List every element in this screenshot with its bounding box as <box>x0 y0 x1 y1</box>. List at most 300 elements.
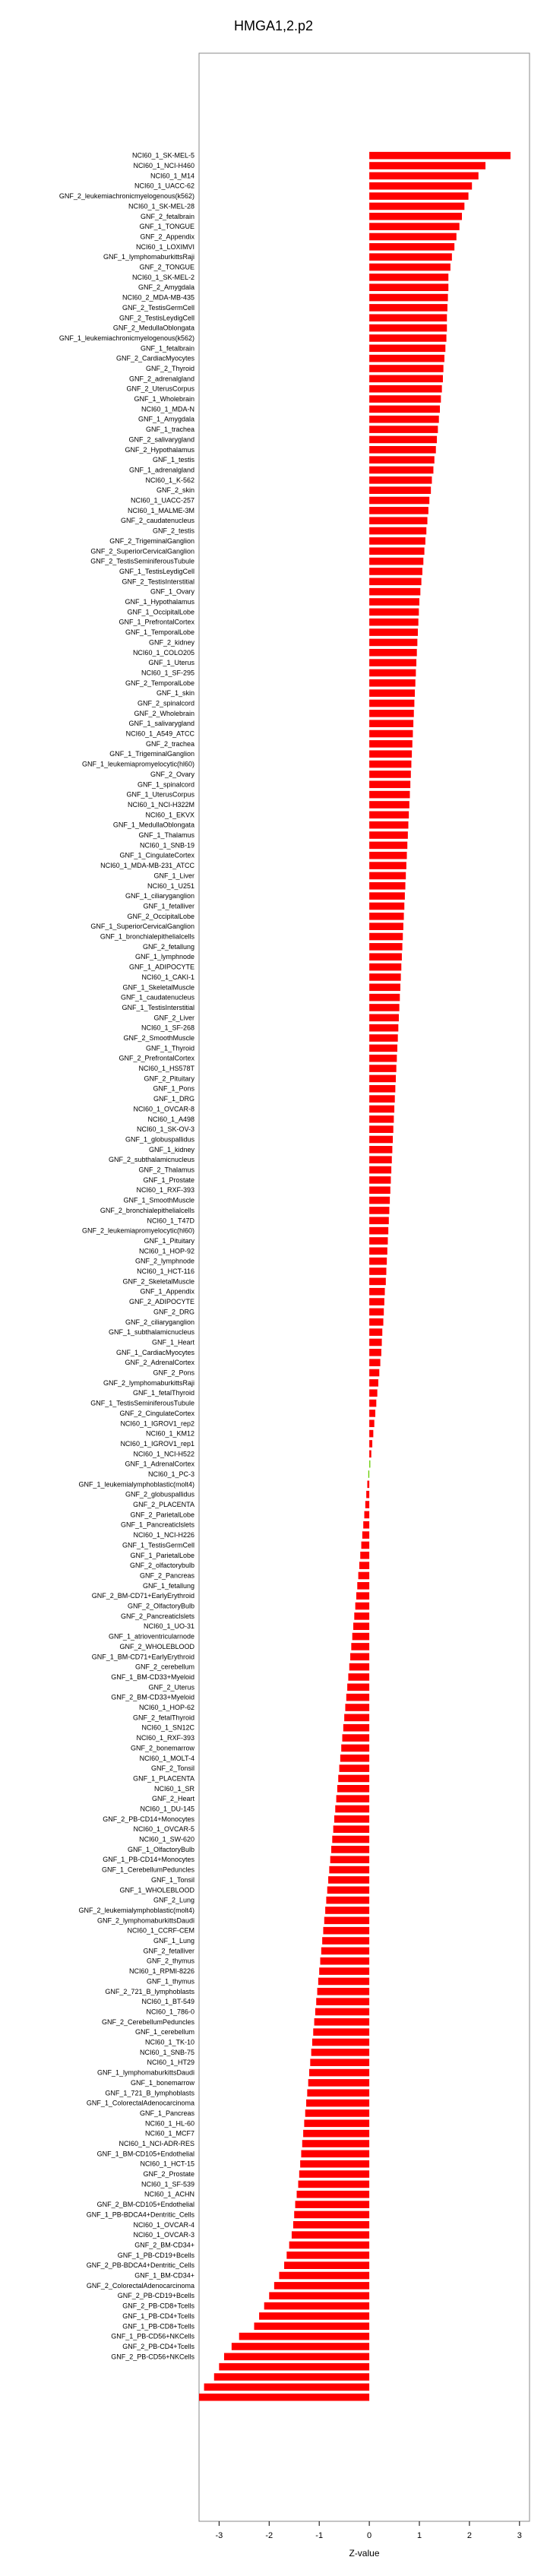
bar <box>369 862 406 869</box>
category-label: NCI60_1_MALME-3M <box>127 506 194 514</box>
category-label: GNF_2_PB-CD56+NKCells <box>111 2353 194 2361</box>
bars-layer <box>199 152 511 2401</box>
bar <box>349 1663 369 1671</box>
category-label: GNF_1_BM-CD34+ <box>134 2271 194 2280</box>
category-label: GNF_1_Hypothalamus <box>125 598 194 606</box>
category-label: NCI60_1_EKVX <box>145 811 194 819</box>
bar <box>345 1704 369 1711</box>
category-label: GNF_1_skin <box>156 689 194 698</box>
bar <box>334 1825 369 1833</box>
category-label: GNF_1_Lung <box>153 1937 194 1945</box>
bar <box>224 2353 369 2361</box>
category-label: GNF_2_caudatenucleus <box>120 517 194 525</box>
category-label: GNF_2_kidney <box>148 638 194 647</box>
bar <box>344 1714 369 1722</box>
category-label: GNF_1_TestisSeminiferousTubule <box>90 1399 194 1407</box>
category-label: NCI60_1_HS578T <box>138 1065 194 1073</box>
category-label: NCI60_1_CAKI-1 <box>141 973 194 981</box>
category-label: GNF_2_olfactorybulb <box>129 1562 194 1570</box>
category-label: GNF_1_trachea <box>145 426 194 434</box>
bar <box>332 1836 369 1843</box>
category-label: GNF_2_PB-CD4+Tcells <box>122 2342 194 2350</box>
category-label: NCI60_1_HOP-62 <box>138 1704 194 1712</box>
bar <box>353 1622 369 1630</box>
category-label: GNF_2_SkeletalMuscle <box>122 1277 194 1286</box>
category-label: GNF_1_lymphomaburkittsRaji <box>103 253 194 261</box>
bar <box>369 659 416 666</box>
bar <box>369 740 413 748</box>
bar <box>369 903 404 910</box>
bar <box>346 1694 369 1701</box>
bar <box>369 669 416 677</box>
bar <box>303 2130 369 2138</box>
category-label: GNF_1_SmoothMuscle <box>123 1196 194 1204</box>
bar <box>369 1217 389 1224</box>
bar <box>369 1309 384 1316</box>
category-label: GNF_1_WHOLEBLOOD <box>119 1886 194 1894</box>
bar <box>369 1328 382 1336</box>
category-label: GNF_2_TrigeminalGanglion <box>109 536 194 545</box>
bar <box>369 983 400 991</box>
bar <box>369 446 436 454</box>
category-label: GNF_2_lymphomaburkittsRaji <box>103 1378 194 1387</box>
bar <box>369 1166 391 1174</box>
bar <box>347 1684 369 1691</box>
bar <box>369 588 420 596</box>
x-tick-label: 0 <box>367 2531 372 2540</box>
bar <box>294 2211 369 2219</box>
category-label: GNF_1_Prostate <box>143 1176 194 1184</box>
bar <box>369 1085 395 1093</box>
category-label: NCI60_1_UO-31 <box>143 1622 194 1631</box>
category-label: GNF_2_lymphomaburkittsDaudi <box>96 1916 194 1925</box>
bar <box>369 689 415 697</box>
category-label: GNF_1_leukemialymphoblastic(molt4) <box>78 1480 194 1489</box>
bar <box>299 2181 370 2188</box>
bar <box>369 1288 384 1296</box>
bar <box>369 821 408 829</box>
category-label: GNF_2_CardiacMyocytes <box>115 354 194 362</box>
bar <box>369 1197 390 1204</box>
category-label: GNF_2_BM-CD33+Myeloid <box>111 1693 194 1701</box>
category-label: GNF_2_spinalcord <box>137 699 194 707</box>
bar <box>369 1156 392 1163</box>
bar <box>363 1521 369 1529</box>
category-label: GNF_1_CerebellumPeduncles <box>101 1866 194 1874</box>
bar <box>369 1349 381 1356</box>
bar <box>369 324 447 332</box>
bar <box>369 639 417 647</box>
bar <box>369 1024 398 1032</box>
category-label: GNF_2_TestisLeydigCell <box>119 314 194 322</box>
category-label: GNF_2_salivarygland <box>128 435 194 444</box>
bar <box>293 2221 369 2229</box>
category-label: NCI60_1_A549_ATCC <box>125 729 194 738</box>
bar <box>369 1267 386 1275</box>
x-tick-label: 1 <box>416 2531 422 2540</box>
bar <box>369 598 419 606</box>
bar <box>369 162 485 169</box>
bar <box>315 2008 369 2016</box>
category-label: GNF_1_lymphomaburkittsDaudi <box>96 2068 194 2077</box>
bar <box>232 2343 369 2350</box>
bar <box>343 1734 370 1742</box>
category-label: GNF_2_Hypothalamus <box>125 445 194 454</box>
category-label: NCI60_1_M14 <box>150 172 194 180</box>
bar <box>308 2079 369 2087</box>
category-label: GNF_1_DRG <box>153 1095 194 1103</box>
bar <box>369 294 447 302</box>
category-label: GNF_1_BM-CD105+Endothelial <box>96 2150 194 2158</box>
x-tick-label: 2 <box>466 2531 472 2540</box>
bar <box>369 1095 395 1103</box>
category-label: GNF_2_leukemialymphoblastic(molt4) <box>78 1906 194 1914</box>
category-label: GNF_2_SmoothMuscle <box>123 1034 194 1043</box>
category-label: GNF_2_TestisInterstitial <box>122 578 194 586</box>
bar <box>369 1014 399 1022</box>
bar <box>369 761 411 768</box>
bar <box>367 1481 369 1489</box>
category-label: GNF_1_Appendix <box>140 1287 194 1296</box>
category-label: GNF_2_skin <box>156 486 194 495</box>
category-label: NCI60_1_K-562 <box>145 476 194 484</box>
bar <box>369 426 438 433</box>
category-label: NCI60_1_HCT-116 <box>137 1267 194 1276</box>
category-label: GNF_1_leukemiachronicmyelogenous(k562) <box>58 334 194 342</box>
category-label: GNF_1_salivarygland <box>128 720 194 728</box>
bar <box>369 1116 394 1123</box>
bar <box>369 223 460 230</box>
category-label: NCI60_1_SF-539 <box>141 2180 194 2188</box>
category-label: NCI60_1_KM12 <box>145 1429 194 1438</box>
bar <box>353 1633 369 1641</box>
bar <box>309 2069 369 2077</box>
category-label: GNF_1_Pancreaticlslets <box>120 1521 194 1529</box>
category-label: GNF_2_BM-CD71+EarlyErythroid <box>91 1592 194 1600</box>
bar <box>327 1886 369 1894</box>
bar <box>351 1643 369 1650</box>
category-label: NCI60_1_SW-620 <box>139 1835 194 1843</box>
category-label: GNF_1_testis <box>152 456 194 464</box>
bar <box>297 2191 370 2198</box>
bar <box>369 700 414 707</box>
bar <box>335 1805 369 1813</box>
x-tick-label: 3 <box>517 2531 522 2540</box>
bar <box>369 334 447 342</box>
category-label: GNF_2_MedullaOblongata <box>112 324 194 332</box>
x-tick-label: -1 <box>315 2531 324 2540</box>
bar <box>337 1795 370 1802</box>
category-label: GNF_2_TestisSeminiferousTubule <box>90 557 194 565</box>
category-label: GNF_1_TrigeminalGanglion <box>109 750 194 758</box>
bar <box>369 1186 390 1194</box>
bar <box>219 2363 369 2371</box>
category-label: NCI60_1_A498 <box>147 1115 194 1123</box>
category-label: GNF_2_cerebellum <box>134 1663 194 1671</box>
bar <box>239 2333 369 2340</box>
category-label: GNF_2_fetalbrain <box>140 212 194 220</box>
category-label: NCI60_1_LOXIMVI <box>135 242 194 251</box>
bar <box>369 1034 398 1042</box>
bar <box>369 547 425 555</box>
category-label: GNF_1_Wholebrain <box>134 395 194 403</box>
category-label: GNF_1_Thalamus <box>138 831 194 840</box>
category-label: GNF_1_kidney <box>148 1145 194 1154</box>
category-label: GNF_2_Ovary <box>150 770 194 778</box>
category-label: GNF_1_fetalThyroid <box>132 1389 194 1397</box>
bar <box>369 872 406 880</box>
bar <box>369 1176 390 1184</box>
category-label: GNF_2_subthalamicnucleus <box>108 1156 194 1164</box>
bar <box>369 568 422 575</box>
bar <box>369 1400 376 1407</box>
bar <box>315 2018 370 2026</box>
bar <box>369 628 418 636</box>
bar <box>369 649 417 657</box>
bar <box>369 1430 373 1438</box>
bar <box>321 1948 369 1955</box>
bar <box>318 1978 369 1986</box>
category-label: NCI60_1_PC-3 <box>147 1470 194 1478</box>
bar <box>369 882 405 890</box>
category-label: GNF_2_Thalamus <box>138 1166 194 1174</box>
bar <box>369 395 441 403</box>
category-label: GNF_1_fetalliver <box>143 902 194 910</box>
category-label: NCI60_1_RXF-393 <box>136 1734 194 1742</box>
bar <box>305 2109 369 2117</box>
category-label: GNF_1_ParietalLobe <box>130 1551 194 1559</box>
category-label: GNF_1_Thyroid <box>145 1044 194 1052</box>
bar <box>369 456 435 464</box>
category-label: GNF_2_PrefrontalCortex <box>119 1054 194 1062</box>
bar <box>369 274 448 281</box>
bar <box>307 2089 369 2097</box>
bar <box>369 365 444 372</box>
bar <box>360 1552 369 1559</box>
category-labels <box>59 152 195 2361</box>
bar <box>369 344 445 352</box>
category-label: GNF_2_Heart <box>151 1795 194 1803</box>
category-label: GNF_2_Prostate <box>143 2170 194 2179</box>
category-label: GNF_1_PB-CD8+Tcells <box>122 2322 194 2331</box>
bar <box>369 964 401 971</box>
bar <box>328 1876 369 1884</box>
bar <box>369 1278 386 1286</box>
bar <box>304 2120 369 2128</box>
bar <box>369 852 406 859</box>
category-label: GNF_2_Pancreaticlslets <box>120 1612 194 1620</box>
bar <box>329 1866 369 1874</box>
category-label: GNF_1_subthalamicnucleus <box>108 1328 194 1337</box>
category-label: GNF_2_ciliaryganglion <box>125 1318 194 1326</box>
bar <box>369 1410 375 1417</box>
bar <box>369 953 402 960</box>
bar <box>369 537 425 545</box>
bar <box>369 609 419 616</box>
bar <box>369 1339 381 1347</box>
category-label: NCI60_1_MDA-N <box>141 405 194 413</box>
category-label: GNF_2_PB-BDCA4+Dentritic_Cells <box>86 2261 194 2270</box>
bar <box>369 994 400 1002</box>
bar <box>356 1603 369 1610</box>
category-label: NCI60_1_SN12C <box>141 1723 194 1732</box>
category-label: GNF_1_Tonsil <box>150 1875 194 1884</box>
category-label: NCI60_1_T47D <box>147 1217 194 1225</box>
bar <box>369 486 431 494</box>
bar <box>366 1491 369 1498</box>
category-label: GNF_1_Heart <box>151 1338 194 1347</box>
bar <box>369 1318 383 1326</box>
bar <box>369 213 462 220</box>
category-label: GNF_2_TestisGermCell <box>122 303 194 312</box>
category-label: NCI60_1_786-0 <box>146 2008 194 2016</box>
bar <box>369 1389 378 1397</box>
bar <box>316 1998 369 2005</box>
bar <box>369 1379 378 1387</box>
bar <box>321 1957 370 1965</box>
bar <box>214 2373 369 2381</box>
bar <box>318 1988 370 1995</box>
category-label: GNF_2_TONGUE <box>139 263 194 271</box>
bar <box>310 2059 369 2066</box>
category-label: NCI60_1_SR <box>153 1784 194 1793</box>
bar <box>369 922 403 930</box>
category-label: GNF_1_ciliaryganglion <box>125 892 194 900</box>
bar <box>369 791 409 799</box>
bar <box>369 771 411 778</box>
bar <box>369 1248 387 1255</box>
category-label: NCI60_1_NCI-H522 <box>133 1450 194 1458</box>
bar <box>274 2282 369 2290</box>
category-label: GNF_1_BM-CD33+Myeloid <box>111 1673 194 1681</box>
bar <box>312 2039 369 2046</box>
category-label: GNF_2_Thyroid <box>145 364 194 372</box>
category-label: GNF_1_CardiacMyocytes <box>115 1348 194 1356</box>
category-label: GNF_2_thymus <box>146 1957 194 1965</box>
category-label: GNF_1_globuspallidus <box>125 1135 194 1144</box>
category-label: GNF_2_Liver <box>153 1014 194 1022</box>
category-label: GNF_1_Uterus <box>148 659 194 667</box>
bar <box>369 1369 379 1377</box>
bar <box>354 1612 369 1620</box>
category-label: GNF_2_testis <box>152 527 194 535</box>
category-label: NCI60_1_SK-MEL-5 <box>131 151 194 160</box>
category-label: GNF_2_WHOLEBLOOD <box>119 1642 194 1650</box>
category-label: GNF_1_CingulateCortex <box>119 851 194 859</box>
bar <box>369 710 414 717</box>
category-label: NCI60_1_MOLT-4 <box>139 1754 194 1762</box>
bar <box>334 1815 369 1823</box>
category-label: GNF_1_OlfactoryBulb <box>127 1845 194 1853</box>
bar <box>286 2252 369 2259</box>
category-label: GNF_2_fetalliver <box>143 1947 194 1955</box>
bar <box>300 2160 369 2168</box>
category-label: GNF_1_spinalcord <box>137 780 194 789</box>
category-label: GNF_2_fetallung <box>142 942 194 951</box>
bar <box>369 203 464 210</box>
bar <box>324 1917 369 1925</box>
category-label: GNF_2_DRG <box>153 1308 194 1316</box>
category-label: GNF_1_Pituitary <box>144 1236 194 1245</box>
category-label: GNF_2_bonemarrow <box>130 1744 194 1752</box>
category-label: GNF_2_Uterus <box>148 1683 194 1691</box>
category-label: NCI60_1_SF-268 <box>141 1024 194 1032</box>
category-label: GNF_1_fetalbrain <box>140 344 194 353</box>
category-label: GNF_1_TestisLeydigCell <box>119 567 194 575</box>
category-label: GNF_2_CingulateCortex <box>119 1409 194 1417</box>
bar <box>369 842 407 850</box>
category-label: GNF_1_Amygdala <box>138 415 194 423</box>
category-label: GNF_1_thymus <box>146 1977 194 1986</box>
category-label: GNF_2_Appendix <box>140 233 194 241</box>
category-label: NCI60_1_IGROV1_rep2 <box>120 1419 194 1428</box>
bar <box>369 1359 381 1366</box>
category-label: NCI60_1_ACHN <box>144 2190 194 2198</box>
category-label: GNF_2_leukemiachronicmyelogenous(k562) <box>58 192 194 201</box>
bar <box>331 1846 369 1853</box>
category-label: NCI60_1_RPMI-8226 <box>128 1967 194 1976</box>
category-label: NCI60_1_IGROV1_rep1 <box>120 1439 194 1448</box>
category-label: NCI60_1_DU-145 <box>140 1805 194 1813</box>
category-label: GNF_2_Amygdala <box>138 283 194 292</box>
bar <box>369 780 410 788</box>
bar <box>369 973 401 981</box>
category-label: GNF_2_Pons <box>153 1369 194 1377</box>
category-label: NCI60_2_MDA-MB-435 <box>122 293 194 302</box>
bar <box>289 2242 369 2249</box>
category-label: GNF_1_721_B_lymphoblasts <box>105 2089 194 2097</box>
bar <box>369 801 409 809</box>
category-label: GNF_1_Pons <box>153 1084 194 1093</box>
category-label: GNF_1_ColorectalAdenocarcinoma <box>86 2099 194 2107</box>
bar <box>369 1419 375 1427</box>
bar <box>369 304 447 312</box>
bar <box>269 2292 369 2299</box>
bar <box>369 375 443 383</box>
category-label: GNF_2_ParietalLobe <box>130 1511 194 1519</box>
bar <box>369 192 469 200</box>
bar <box>255 2322 370 2330</box>
category-label: GNF_2_bronchialepithelialcells <box>100 1206 194 1214</box>
category-label: NCI60_1_HOP-92 <box>138 1247 194 1255</box>
category-label: GNF_2_SuperiorCervicalGanglion <box>90 547 194 555</box>
category-label: GNF_2_lymphnode <box>134 1257 194 1265</box>
category-label: GNF_1_AdrenalCortex <box>125 1460 194 1468</box>
bar <box>369 1227 388 1235</box>
bar <box>362 1531 369 1539</box>
bar <box>369 507 428 514</box>
bar <box>319 1967 369 1975</box>
bar <box>340 1755 369 1762</box>
category-label: GNF_1_TONGUE <box>139 223 194 231</box>
category-label: NCI60_1_SK-OV-3 <box>136 1125 194 1134</box>
bar <box>343 1724 369 1732</box>
bar <box>369 1055 397 1062</box>
bar <box>301 2150 369 2158</box>
category-label: NCI60_1_SF-295 <box>141 669 194 677</box>
bar <box>369 152 511 160</box>
category-label: GNF_2_ADIPOCYTE <box>128 1298 194 1306</box>
category-label: NCI60_1_HL-60 <box>144 2119 194 2128</box>
category-label: GNF_1_cerebellum <box>134 2028 194 2036</box>
category-label: GNF_2_trachea <box>145 739 194 748</box>
category-label: GNF_1_PLACENTA <box>133 1774 194 1783</box>
bar <box>369 517 427 524</box>
category-label: GNF_1_BM-CD71+EarlyErythroid <box>91 1653 194 1661</box>
category-label: NCI60_1_CCRF-CEM <box>127 1926 194 1935</box>
category-label: NCI60_1_BT-549 <box>141 1998 194 2006</box>
bar <box>369 892 405 900</box>
